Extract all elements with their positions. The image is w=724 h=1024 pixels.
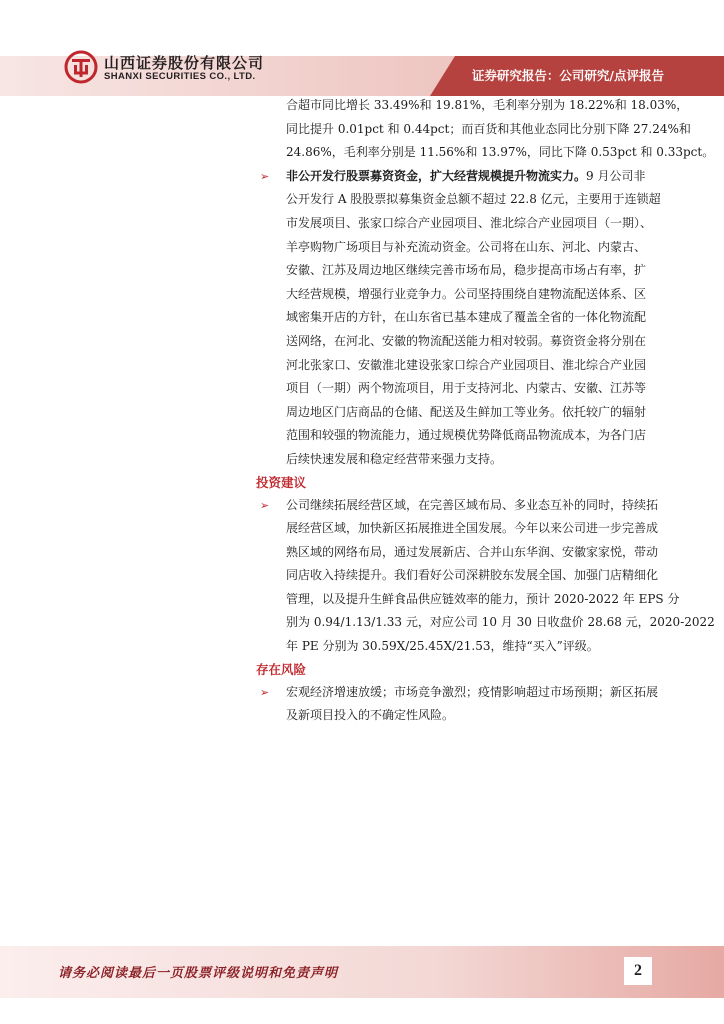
text-line: 同比提升 0.01pct 和 0.44pct；而百货和其他业态同比分别下降 27.24%和 bbox=[286, 121, 691, 136]
bullet-arrow-icon: ➢ bbox=[260, 169, 270, 183]
text-line: 河北张家口、安徽淮北建设张家口综合产业园项目、淮北综合产业园 bbox=[286, 357, 647, 372]
text-line: 域密集开店的方针，在山东省已基本建成了覆盖全省的一体化物流配 bbox=[286, 310, 647, 325]
text-line: 公开发行 A 股股票拟募集资金总额不超过 22.8 亿元，主要用于连锁超 bbox=[286, 192, 661, 207]
text-line-content: 公司继续拓展经营区域，在完善区域布局、多业态互补的同时，持续拓 bbox=[286, 497, 659, 512]
bullet-first-line-rest: 9 月公司非 bbox=[586, 168, 646, 183]
text-line bbox=[260, 494, 680, 518]
text-line: 送网络，在河北、安徽的物流配送能力相对较弱。募资资金将分别在 bbox=[286, 333, 647, 348]
bullet-first-line bbox=[260, 165, 680, 189]
text-line: 羊亭购物广场项目与补充流动资金。公司将在山东、河北、内蒙古、 bbox=[286, 239, 647, 254]
text-line: 管理，以及提升生鲜食品供应链效率的能力，预计 2020-2022 年 EPS 分 bbox=[286, 591, 680, 606]
text-line: 范围和较强的物流能力，通过规模优势降低商品物流成本，为各门店 bbox=[286, 428, 647, 443]
page-number: 2 bbox=[624, 957, 652, 985]
risk-paragraph bbox=[260, 681, 680, 728]
bullet-arrow-icon: ➢ bbox=[260, 685, 270, 699]
bullet-bold-lead: 非公开发行股票募资资金，扩大经营规模提升物流实力。 bbox=[286, 168, 587, 183]
text-line: 周边地区门店商品的仓储、配送及生鲜加工等业务。依托较广的辐射 bbox=[286, 404, 647, 419]
text-line: 同店收入持续提升。我们看好公司深耕胶东发展全国、加强门店精细化 bbox=[286, 568, 659, 583]
text-line: 年 PE 分别为 30.59X/25.45X/21.53，维持“买入”评级。 bbox=[286, 639, 599, 654]
text-line: 安徽、江苏及周边地区继续完善市场布局，稳步提高市场占有率，扩 bbox=[286, 263, 647, 278]
text-line bbox=[260, 681, 680, 705]
text-line: 项目（一期）两个物流项目，用于支持河北、内蒙古、安徽、江苏等 bbox=[286, 381, 647, 396]
text-line: 大经营规模，增强行业竞争力。公司坚持围绕自建物流配送体系、区 bbox=[286, 286, 647, 301]
footer-disclaimer: 请务必阅读最后一页股票评级说明和免责声明 bbox=[58, 966, 339, 981]
text-line-content: 宏观经济增速放缓；市场竞争激烈；疫情影响超过市场预期；新区拓展 bbox=[286, 684, 659, 699]
company-name-en: SHANXI SECURITIES CO., LTD. bbox=[104, 71, 256, 82]
text-line: 及新项目投入的不确定性风险。 bbox=[286, 708, 455, 723]
report-body bbox=[256, 94, 715, 728]
text-line: 24.86%，毛利率分别是 11.56%和 13.97%，同比下降 0.53pct 和 0.33pct。 bbox=[286, 145, 715, 160]
page-header bbox=[0, 0, 724, 96]
company-logo-icon bbox=[64, 50, 98, 84]
bullet-private-placement bbox=[260, 165, 680, 472]
text-line: 市发展项目、张家口综合产业园项目、淮北综合产业园项目（一期）、 bbox=[286, 215, 653, 230]
text-line: 后续快速发展和稳定经营带来强力支持。 bbox=[286, 451, 503, 466]
section-title-risk: 存在风险 bbox=[256, 661, 307, 677]
text-line: 展经营区域，加快新区拓展推进全国发展。今年以来公司进一步完善成 bbox=[286, 521, 659, 536]
report-type-title: 证券研究报告：公司研究/点评报告 bbox=[471, 68, 664, 83]
text-line: 合超市同比增长 33.49%和 19.81%，毛利率分别为 18.22%和 18.03%， bbox=[286, 98, 689, 112]
section-title-invest: 投资建议 bbox=[256, 474, 307, 490]
invest-paragraph bbox=[260, 494, 715, 659]
text-line: 别为 0.94/1.13/1.33 元，对应公司 10 月 30 日收盘价 28.68 元，2020-2022 bbox=[286, 615, 715, 630]
bullet-arrow-icon: ➢ bbox=[260, 498, 270, 512]
intro-paragraph bbox=[286, 94, 715, 165]
company-name-cn: 山西证券股份有限公司 bbox=[104, 54, 265, 72]
text-line: 熟区域的网络布局，通过发展新店、合并山东华润、安徽家家悦，带动 bbox=[286, 544, 659, 559]
